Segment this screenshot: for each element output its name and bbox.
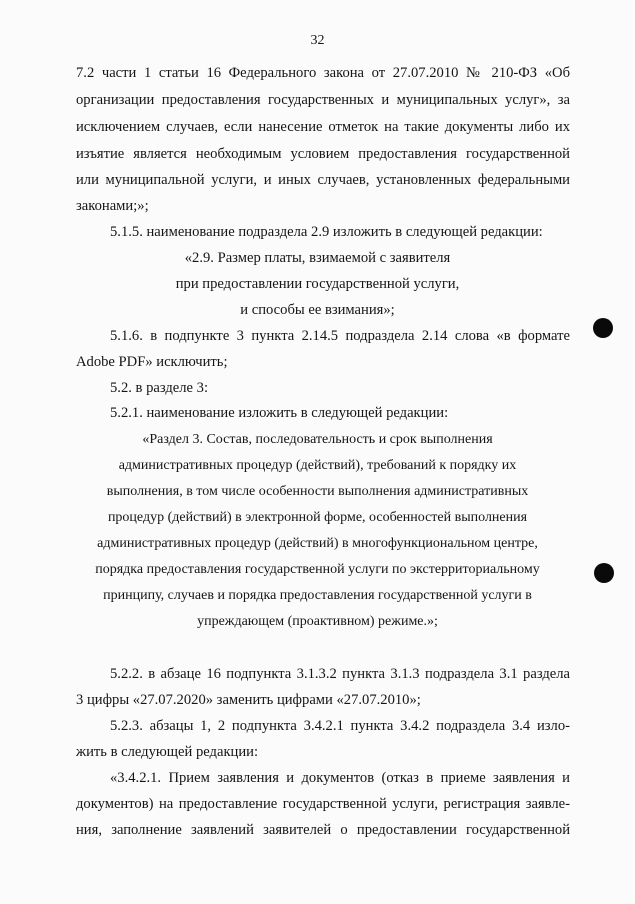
- text-line: ния, заполнение заявлений заявителей о предоставлении государственной: [76, 822, 570, 838]
- text-line: организации предоставления государственных и муниципальных услуг», за: [76, 92, 570, 108]
- text-line: 7.2 части 1 статьи 16 Федерального закона от 27.07.2010 № 210-ФЗ «Об: [76, 65, 570, 81]
- quoted-block-line: административных процедур (действий) в многофункциональном центре,: [97, 536, 538, 551]
- text-line: жить в следующей редакции:: [76, 744, 259, 760]
- quoted-block-line: процедур (действий) в электронной форме, особенностей выполнения: [107, 510, 528, 525]
- text-line: исключением случаев, если нанесение отметок на такие документы либо их: [76, 119, 570, 135]
- text-line: 3 цифры «27.07.2020» заменить цифрами «27.07.2010»;: [76, 692, 421, 708]
- text-line: изъятие является необходимым условием предоставления государственной: [76, 146, 570, 162]
- text-line: 5.2.2. в абзаце 16 подпункта 3.1.3.2 пункта 3.1.3 подраздела 3.1 раздела: [110, 666, 570, 682]
- quoted-block-line: порядка предоставления государственной услуги по экстерриториальному: [95, 562, 540, 577]
- hole-punch-dot: [593, 318, 613, 338]
- text-line: законами;»;: [76, 198, 149, 214]
- text-line: 5.2.3. абзацы 1, 2 подпункта 3.4.2.1 пункта 3.4.2 подраздела 3.4 изло-: [110, 718, 570, 734]
- page-number: 32: [310, 33, 325, 48]
- text-line: документов) на предоставление государственной услуги, регистрация заявле-: [76, 796, 570, 812]
- quoted-block-line: «Раздел 3. Состав, последовательность и срок выполнения: [142, 432, 493, 447]
- quoted-block-line: выполнения, в том числе особенности выполнения административных: [106, 484, 529, 499]
- text-line: 5.2.1. наименование изложить в следующей редакции:: [110, 405, 449, 421]
- quoted-block-line: принципу, случаев и порядка предоставления государственной услуги в: [103, 588, 532, 603]
- centered-line: при предоставлении государственной услуги,: [175, 276, 460, 292]
- text-line: 5.2. в разделе 3:: [110, 380, 209, 396]
- text-line: «3.4.2.1. Прием заявления и документов (отказ в приеме заявления и: [110, 770, 570, 786]
- hole-punch-dot: [594, 563, 614, 583]
- quoted-block-line: упреждающем (проактивном) режиме.»;: [197, 614, 438, 629]
- text-line: 5.1.5. наименование подраздела 2.9 изложить в следующей редакции:: [110, 224, 543, 240]
- quoted-block-line: административных процедур (действий), требований к порядку их: [118, 458, 517, 473]
- centered-line: «2.9. Размер платы, взимаемой с заявителя: [184, 250, 451, 266]
- text-line: Adobe PDF» исключить;: [76, 354, 228, 370]
- text-line: 5.1.6. в подпункте 3 пункта 2.14.5 подраздела 2.14 слова «в формате: [110, 328, 570, 344]
- text-line: или муниципальной услуги, и иных случаев, установленных федеральными: [76, 172, 570, 188]
- centered-line: и способы ее взимания»;: [240, 302, 395, 318]
